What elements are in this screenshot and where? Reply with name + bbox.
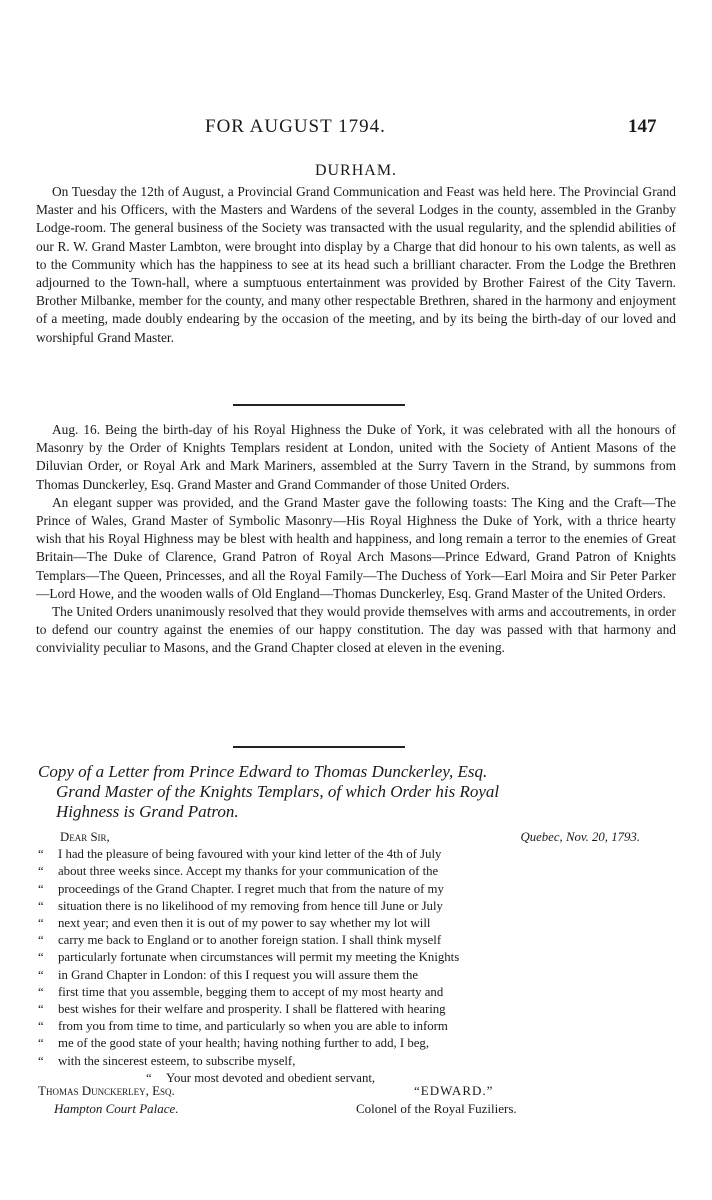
- letter-line: “ with the sincerest esteem, to subscribe myself,: [38, 1053, 296, 1068]
- letter-salutation: Dear Sir,: [60, 830, 110, 844]
- letter-line: “ proceedings of the Grand Chapter. I regret much that from the nature of my: [38, 881, 444, 896]
- letter-heading-line: Grand Master of the Knights Templars, of which Order his Royal: [56, 782, 500, 801]
- letter-line: “ best wishes for their welfare and prosperity. I shall be flattered with hearing: [38, 1002, 446, 1017]
- letter-line: “ next year; and even then it is out of my power to say whether my lot will: [38, 916, 431, 931]
- letter-line: “ first time that you assemble, begging them to accept of my most hearty and: [38, 984, 444, 999]
- letter-line: “ about three weeks since. Accept my thanks for your communication of the: [38, 864, 439, 879]
- letter-salutation-row: [38, 829, 678, 846]
- durham-heading: DURHAM.: [314, 162, 398, 179]
- running-head-title: FOR AUGUST 1794.: [205, 116, 386, 137]
- addressee-name: Thomas Dunckerley, Esq.: [38, 1083, 175, 1098]
- letter-line: “ carry me back to England or to another foreign station. I shall think myself: [38, 933, 442, 948]
- durham-paragraph: On Tuesday the 12th of August, a Provincial Grand Communication and Feast was held here. The Provincial Grand Master and his Officers, with the Masters and Wardens of the several Lodges in the county, assembled in the Granby Lodge-room. The general business of the Society was transacted with the usual regularity, and the splendid abilities of our R. W. Grand Master Lambton, were brought into display by a Charge that did honour to his own talents, as well as to the Community which has the happiness to see at its head such a brilliant character. From the Lodge the Brethren adjourned to the Town-hall, where a sumptuous entertainment was provided by Brother Fairest of the City Tavern. Brother Milbanke, member for the county, and many other respectable Brethren, shared in the harmony and enjoyment of a meeting, made doubly endearing by the occasion of the meeting, and by its being the birth-day of our loved and worshipful Grand Master.: [36, 184, 676, 345]
- section-divider: [233, 404, 405, 406]
- addressee-place: Hampton Court Palace.: [54, 1101, 179, 1116]
- running-head: [0, 116, 712, 146]
- page-number: 147: [628, 116, 657, 137]
- letter-date: Quebec, Nov. 20, 1793.: [520, 830, 640, 844]
- august-section: [36, 421, 676, 658]
- letter-closing: “ Your most devoted and obedient servant,: [146, 1070, 376, 1085]
- section-divider: [233, 746, 405, 748]
- august-paragraph-2: An elegant supper was provided, and the Grand Master gave the following toasts: The King and the Craft—The Prince of Wales, Grand Master of Symbolic Masonry—His Royal Highness the Duke of York, with a thrice hearty wish that his Royal Highness may be blest with health and happiness, and long remain a terror to the enemies of Great Britain—The Duke of Clarence, Grand Patron of Royal Arch Masons—Prince Edward, Grand Patron of Knights Templars—The Queen, Princesses, and all the Royal Family—The Duchess of York—Earl Moira and Sir Peter Parker—Lord Howe, and the wooden walls of Old England—Thomas Dunckerley, Esq. Grand Master of the United Orders.: [36, 494, 676, 601]
- letter-line: “ me of the good state of your health; having nothing further to add, I beg,: [38, 1036, 430, 1051]
- letter-line: “ particularly fortunate when circumstances will permit my meeting the Knights: [38, 950, 460, 965]
- letter-line: “ in Grand Chapter in London: of this I request you will assure them the: [38, 967, 419, 982]
- signer-title: Colonel of the Royal Fuziliers.: [356, 1101, 517, 1116]
- letter-line: “ situation there is no likelihood of my removing from hence till June or July: [38, 898, 443, 913]
- august-paragraph-3: The United Orders unanimously resolved that they would provide themselves with arms and accoutrements, in order to defend our country against the enemies of our happy constitution. The day was passed with that harmony and conviviality peculiar to Masons, and the Grand Chapter closed at eleven in the evening.: [36, 604, 676, 656]
- august-paragraph-1: Aug. 16. Being the birth-day of his Royal Highness the Duke of York, it was celebrated with all the honours of Masonry by the Order of Knights Templars resident at London, united with the Society of Antient Masons of the Diluvian Order, or Royal Ark and Mark Mariners, assembled at the Surry Tavern in the Strand, by summons from Thomas Dunckerley, Esq. Grand Master and Grand Commander of those United Orders.: [36, 422, 676, 492]
- letter-line: “ from you from time to time, and particularly so when you are able to inform: [38, 1019, 448, 1034]
- letter-heading-line: Copy of a Letter from Prince Edward to Thomas Dunckerley, Esq.: [38, 762, 488, 781]
- letter-line: “ I had the pleasure of being favoured with your kind letter of the 4th of July: [38, 847, 442, 862]
- signature: “EDWARD.”: [414, 1083, 494, 1098]
- letter-body: [38, 829, 678, 1087]
- durham-section: [36, 183, 676, 347]
- letter-heading-line: Highness is Grand Patron.: [56, 802, 239, 821]
- letter-heading: [38, 762, 678, 822]
